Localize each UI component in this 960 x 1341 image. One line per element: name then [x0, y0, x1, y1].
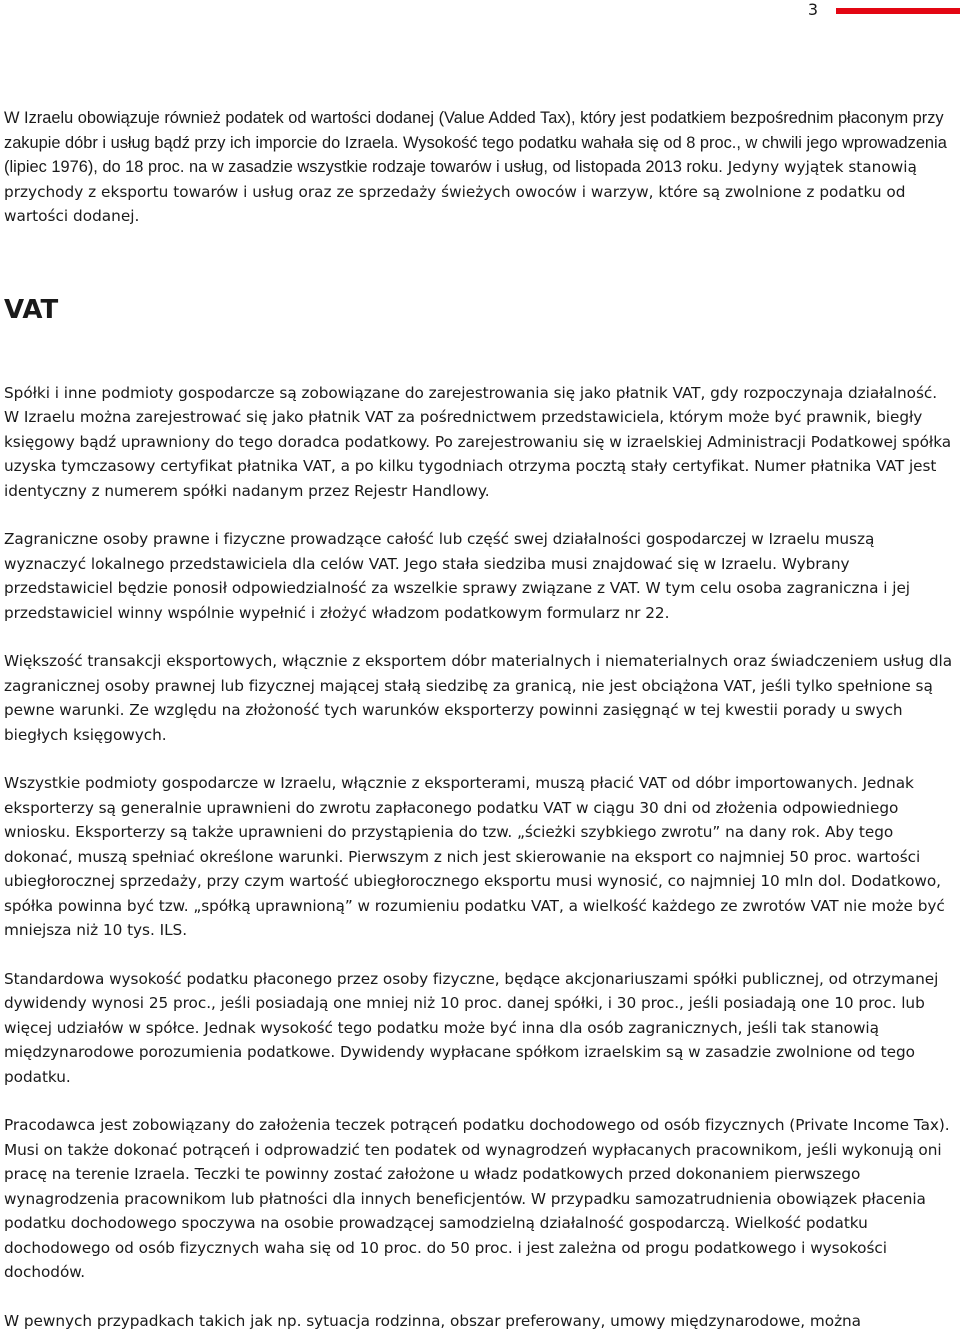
page-number: 3 — [807, 0, 818, 19]
intro-paragraph — [4, 106, 956, 229]
paragraph-registration: Spółki i inne podmioty gospodarcze są zobowiązane do zarejestrowania się jako płatnik VAT, gdy rozpoczynaja działalność. W Izraelu można zarejestrować się jako płatnik VAT za pośrednictwem przedstawiciela, którym może być prawnik, biegły księgowy bądź uprawniony do tego doradca podatkowy. Po zarejestrowaniu się w izraelskiej Administracji Podatkowej spółka uzyska tymczasowy certyfikat płatnika VAT, a po kilku tygodniach otrzyma pocztą stały certyfikat. Numer płatnika VAT jest identyczny z numerem spółki nadanym przez Rejestr Handlowy. — [4, 383, 952, 500]
paragraph-foreign-representative: Zagraniczne osoby prawne i fizyczne prowadzące całość lub część swej działalności gospodarczej w Izraelu muszą wyznaczyć lokalnego przedstawiciela dla celów VAT. Jego stała siedziba musi znajdować się w Izraelu. Wybrany przedstawiciel będzie ponosił odpowiedzialność za wszelkie sprawy związane z VAT. W tym celu osoba zagraniczna i jej przedstawiciel winny wspólnie wypełnić i złożyć władzom podatkowym formularz nr 22. — [4, 530, 911, 622]
paragraph-dividend-tax: Standardowa wysokość podatku płaconego przez osoby fizyczne, będące akcjonariuszami spółki publicznej, od otrzymanej dywidendy wynosi 25 proc., jeśli posiadają one mniej niż 10 proc. danej spółki, i 30 proc., jeśli posiadają one 10 proc. lub więcej udziałów w spółce. Jednak wysokość tego podatku może być inna dla osób zagranicznych, jeśli tak stanowią międzynarodowe porozumienia podatkowe. Dywidendy wypłacane spółkom izraelskim są w zasadzie zwolnione od tego podatku. — [4, 969, 939, 1086]
paragraph-income-tax: Pracodawca jest zobowiązany do założenia teczek potrąceń podatku dochodowego od osób fizycznych (Private Income Tax). Musi on także dokonać potrąceń i odprowadzić ten podatek od wynagrodzeń wypłacanych pracownikom, jeśli wykonują oni pracę na terenie Izraela. Teczki te powinny zostać założone u władz podatkowych przed dokonaniem pierwszego wynagrodzenia pracownikom lub płatności dla innych beneficjentów. W przypadku samozatrudnienia obowiązek płacenia podatku dochodowego spoczywa na osobie prowadzącej samodzielną działalność gospodarczą. Wielkość podatku dochodowego od osób fizycznych waha się od 10 proc. do 50 proc. i jest zależna od progu podatkowego i wysokości dochodów. — [4, 1116, 950, 1281]
paragraph-import-vat-refund: Wszystkie podmioty gospodarcze w Izraelu, włącznie z eksporterami, muszą płacić VAT od dóbr importowanych. Jednak eksporterzy są generalnie uprawnieni do zwrotu zapłaconego podatku VAT w ciągu 30 dni od złożenia odpowiedniego wniosku. Eksporterzy są także uprawnieni do przystąpienia do tzw. „ścieżki szybkiego zwrotu” na dany rok. Aby tego dokonać, muszą spełniać określone warunki. Pierwszym z nich jest skierowanie na eksport co najmniej 50 proc. wartości ubiegłorocznej sprzedaży, przy czym wartość ubiegłorocznego eksportu musi wynosić, co najmniej 10 mln dol. Dodatkowo, spółka powinna być tzw. „spółką uprawnioną” w rozumieniu podatku VAT, a wielkość każdego ze zwrotów VAT nie może być mniejsza niż 10 tys. ILS. — [4, 774, 945, 939]
paragraph-export-transactions: Większość transakcji eksportowych, włącznie z eksportem dóbr materialnych i niematerialnych oraz świadczeniem usług dla zagranicznej osoby prawnej lub fizycznej mającej stałą siedzibę za granicą, nie jest obciążona VAT, jeśli tylko spełnione są pewne warunki. Ze względu na złożoność tych warunków eksporterzy powinni zasięgnąć w tej kwestii porady u swych biegłych księgowych. — [4, 652, 953, 744]
header-accent-bar — [836, 8, 960, 14]
paragraph-special-cases: W pewnych przypadkach takich jak np. sytuacja rodzinna, obszar preferowany, umowy międzynarodowe, można — [4, 1311, 862, 1330]
document-body — [4, 106, 956, 1333]
intro-paragraph-part-b: Jedyny wyjątek stanowią przychody z eksportu towarów i usług oraz ze sprzedaży świeżych owoców i warzyw, które są zwolnione z podatku od wartości dodanej. — [4, 158, 917, 225]
section-heading-vat: VAT — [4, 294, 59, 325]
intro-paragraph-part-a: W Izraelu obowiązuje również podatek od wartości dodanej (Value Added Tax), który jest podatkiem bezpośrednim płaconym przy zakupie dóbr i usług bądź przy ich imporcie do Izraela. Wysokość tego podatku wahała się od 8 proc., w chwili jego wprowadzenia (lipiec 1976), do 18 proc. na w zasadzie wszystkie rodzaje towarów i usług, od listopada 2013 roku. — [4, 109, 947, 176]
